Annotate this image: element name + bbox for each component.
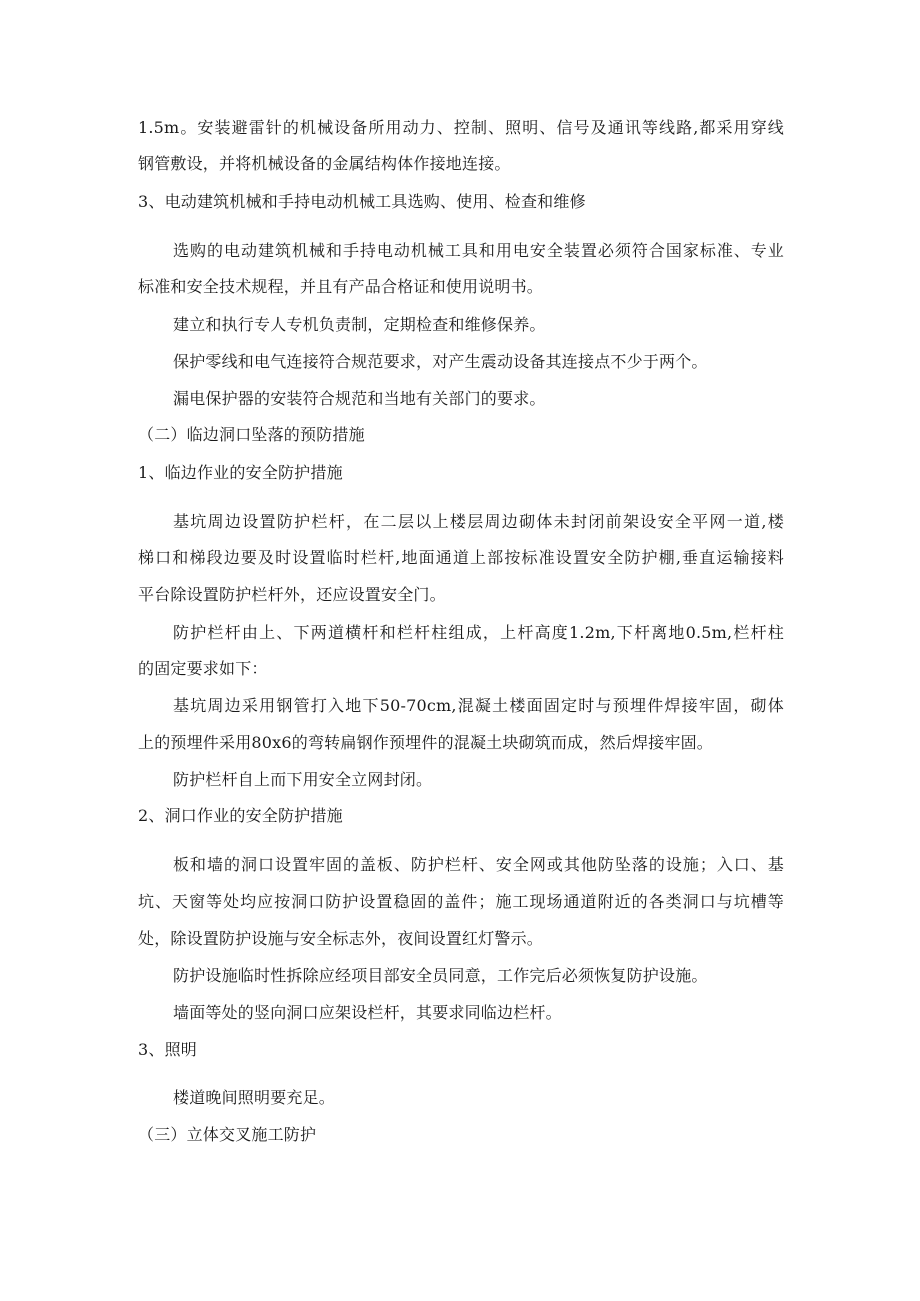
paragraph-line: 选购的电动建筑机械和手持电动机械工具和用电安全装置必须符合国家标准、专业 bbox=[173, 241, 784, 260]
paragraph-line: 基坑周边设置防护栏杆，在二层以上楼层周边砌体未封闭前架设安全平网一道,楼 bbox=[173, 512, 784, 531]
paragraph-line: 防护设施临时性拆除应经项目部安全员同意，工作完后必须恢复防护设施。 bbox=[173, 966, 708, 985]
section-heading: 2、洞口作业的安全防护措施 bbox=[138, 806, 343, 825]
paragraph-line: 平台除设置防护栏杆外，还应设置安全门。 bbox=[138, 585, 446, 604]
paragraph-line: 建立和执行专人专机负责制，定期检查和维修保养。 bbox=[173, 315, 546, 334]
paragraph-line: 1.5m。安装避雷针的机械设备所用动力、控制、照明、信号及通讯等线路,都采用穿线 bbox=[138, 118, 784, 137]
paragraph-line: 板和墙的洞口设置牢固的盖板、防护栏杆、安全网或其他防坠落的设施；入口、基 bbox=[173, 855, 784, 874]
paragraph-line: 处，除设置防护设施与安全标志外，夜间设置红灯警示。 bbox=[138, 929, 544, 948]
section-heading: 1、临边作业的安全防护措施 bbox=[138, 463, 343, 482]
paragraph-line: 基坑周边采用钢管打入地下50-70cm,混凝土楼面固定时与预埋件焊接牢固，砌体 bbox=[173, 696, 784, 715]
paragraph-line: 梯口和梯段边要及时设置临时栏杆,地面通道上部按标准设置安全防护棚,垂直运输接料 bbox=[138, 548, 784, 567]
paragraph-line: 防护栏杆由上、下两道横杆和栏杆柱组成，上杆高度1.2m,下杆离地0.5m,栏杆柱 bbox=[173, 623, 784, 642]
section-heading: （三）立体交叉施工防护 bbox=[138, 1125, 317, 1144]
paragraph-line: 的固定要求如下： bbox=[138, 659, 268, 678]
paragraph-line: 漏电保护器的安装符合规范和当地有关部门的要求。 bbox=[173, 389, 546, 408]
paragraph-line: 保护零线和电气连接符合规范要求，对产生震动设备其连接点不少于两个。 bbox=[173, 352, 708, 371]
paragraph-line: 标准和安全技术规程，并且有产品合格证和使用说明书。 bbox=[138, 277, 544, 296]
paragraph-line: 钢管敷设，并将机械设备的金属结构体作接地连接。 bbox=[138, 154, 511, 173]
section-heading: （二）临边洞口坠落的预防措施 bbox=[138, 425, 365, 444]
paragraph-line: 防护栏杆自上而下用安全立网封闭。 bbox=[173, 770, 433, 789]
section-heading: 3、电动建筑机械和手持电动机械工具选购、使用、检查和维修 bbox=[138, 192, 586, 211]
paragraph-line: 上的预埋件采用80x6的弯转扁钢作预埋件的混凝土块砌筑而成，然后焊接牢固。 bbox=[138, 733, 713, 752]
section-heading: 3、照明 bbox=[138, 1040, 197, 1059]
paragraph-line: 坑、天窗等处均应按洞口防护设置稳固的盖件；施工现场通道附近的各类洞口与坑槽等 bbox=[138, 892, 784, 911]
paragraph-line: 墙面等处的竖向洞口应架设栏杆，其要求同临边栏杆。 bbox=[173, 1003, 562, 1022]
paragraph-line: 楼道晚间照明要充足。 bbox=[173, 1088, 336, 1107]
